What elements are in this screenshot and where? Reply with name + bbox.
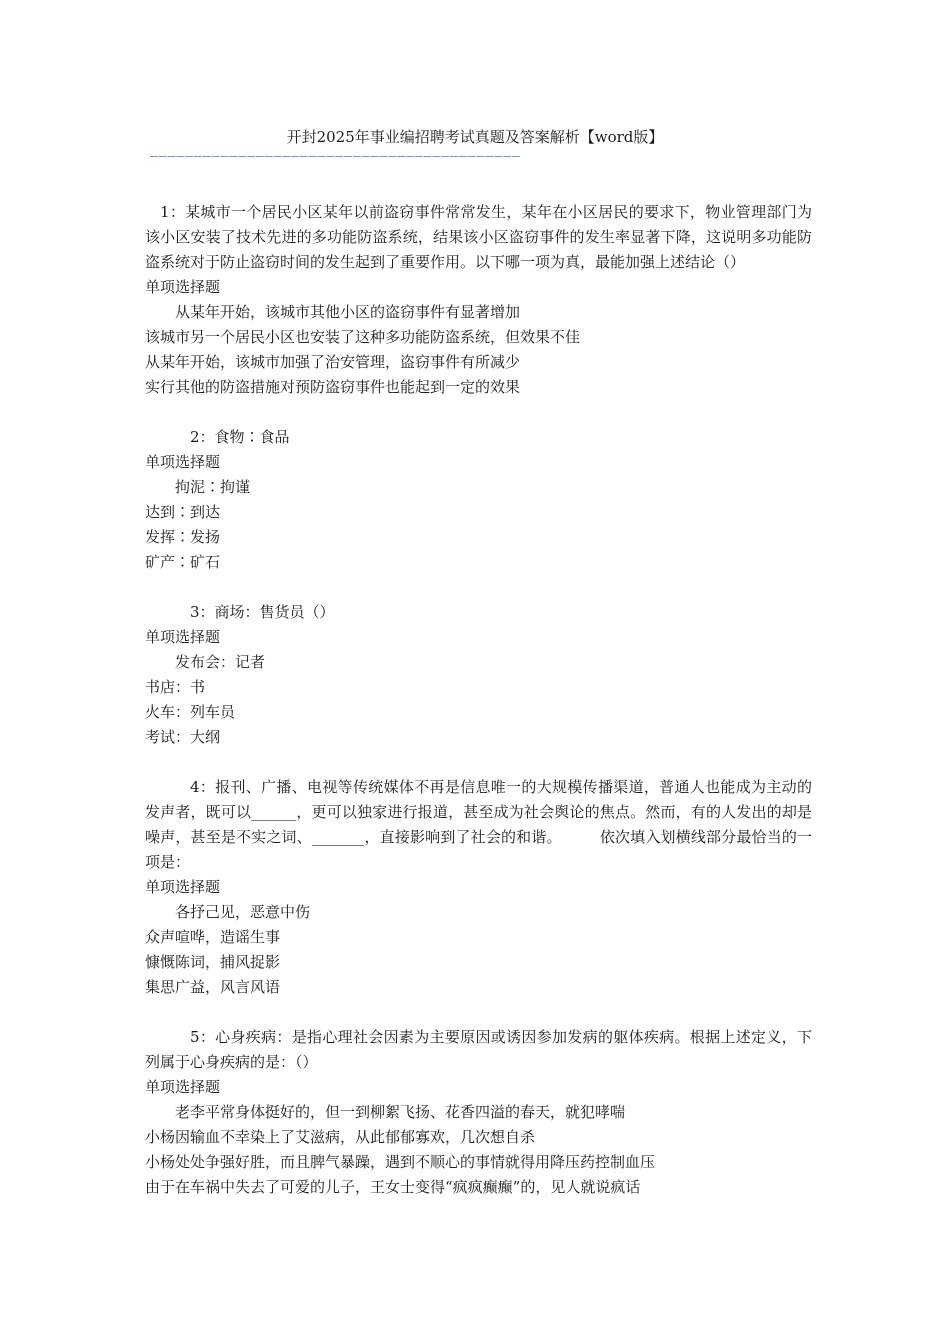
option-d: 实行其他的防盗措施对预防盗窃事件也能起到一定的效果 bbox=[145, 378, 521, 396]
question-4 bbox=[145, 775, 812, 1000]
option-c: 火车：列车员 bbox=[145, 703, 236, 721]
question-type: 单项选择题 bbox=[145, 878, 221, 896]
option-a: 拘泥∶拘谨 bbox=[175, 478, 251, 496]
option-b: 众声喧哗，造谣生事 bbox=[145, 928, 281, 946]
question-stem bbox=[145, 775, 812, 875]
title-divider: —————————————————————————————————————————— bbox=[150, 150, 521, 164]
option-a: 从某年开始，该城市其他小区的盗窃事件有显著增加 bbox=[175, 303, 521, 321]
option-b: 小杨因输血不幸染上了艾滋病，从此郁郁寡欢，几次想自杀 bbox=[145, 1128, 536, 1146]
option-b: 该城市另一个居民小区也安装了这种多功能防盗系统，但效果不佳 bbox=[145, 328, 581, 346]
question-type: 单项选择题 bbox=[145, 278, 221, 296]
question-stem: 1：某城市一个居民小区某年以前盗窃事件常常发生，某年在小区居民的要求下，物业管理部门为该小区安装了技术先进的多功能防盗系统，结果该小区盗窃事件的发生率显著下降，这说明多功能防盗系统对于防止盗窃时间的发生起到了重要作用。以下哪一项为真，最能加强上述结论（） bbox=[145, 203, 812, 271]
option-a: 老李平常身体挺好的，但一到柳絮飞扬、花香四溢的春天，就犯哮喘 bbox=[175, 1103, 626, 1121]
question-stem-instruction: 依次填入划横线部分最恰当的一项是： bbox=[145, 828, 812, 871]
question-stem: 5：心身疾病：是指心理社会因素为主要原因或诱因参加发病的躯体疾病。根据上述定义，下列属于心身疾病的是：（） bbox=[145, 1028, 812, 1071]
question-stem: 2：食物∶食品 bbox=[190, 428, 290, 446]
option-c: 小杨处处争强好胜，而且脾气暴躁，遇到不顺心的事情就得用降压药控制血压 bbox=[145, 1153, 656, 1171]
option-b: 达到∶到达 bbox=[145, 503, 221, 521]
question-list bbox=[145, 200, 812, 1225]
option-d: 集思广益，风言风语 bbox=[145, 978, 281, 996]
option-a: 发布会：记者 bbox=[175, 653, 266, 671]
option-c: 发挥∶发扬 bbox=[145, 528, 221, 546]
option-c: 慷慨陈词，捕风捉影 bbox=[145, 953, 281, 971]
option-c: 从某年开始，该城市加强了治安管理，盗窃事件有所减少 bbox=[145, 353, 521, 371]
question-2 bbox=[145, 425, 812, 575]
option-b: 书店：书 bbox=[145, 678, 206, 696]
question-stem: 3：商场：售货员（） bbox=[190, 603, 335, 621]
question-1 bbox=[145, 200, 812, 400]
question-type: 单项选择题 bbox=[145, 453, 221, 471]
question-5 bbox=[145, 1025, 812, 1200]
option-a: 各抒己见，恶意中伤 bbox=[175, 903, 311, 921]
question-3 bbox=[145, 600, 812, 750]
option-d: 考试：大纲 bbox=[145, 728, 221, 746]
question-type: 单项选择题 bbox=[145, 1078, 221, 1096]
question-stem-text: 4：报刊、广播、电视等传统媒体不再是信息唯一的大规模传播渠道，普通人也能成为主动的发声者，既可以______，更可以独家进行报道，甚至成为社会舆论的焦点。然而，有的人发出的却是噪声，甚至是不实之词、_______，直接影响到了社会的和谐。 bbox=[145, 778, 812, 846]
option-d: 由于在车祸中失去了可爱的儿子，王女士变得“疯疯癫癫”的，见人就说疯话 bbox=[145, 1178, 641, 1196]
document-title: 开封2025年事业编招聘考试真题及答案解析【word版】 bbox=[286, 128, 664, 146]
option-d: 矿产∶矿石 bbox=[145, 553, 221, 571]
question-type: 单项选择题 bbox=[145, 628, 221, 646]
